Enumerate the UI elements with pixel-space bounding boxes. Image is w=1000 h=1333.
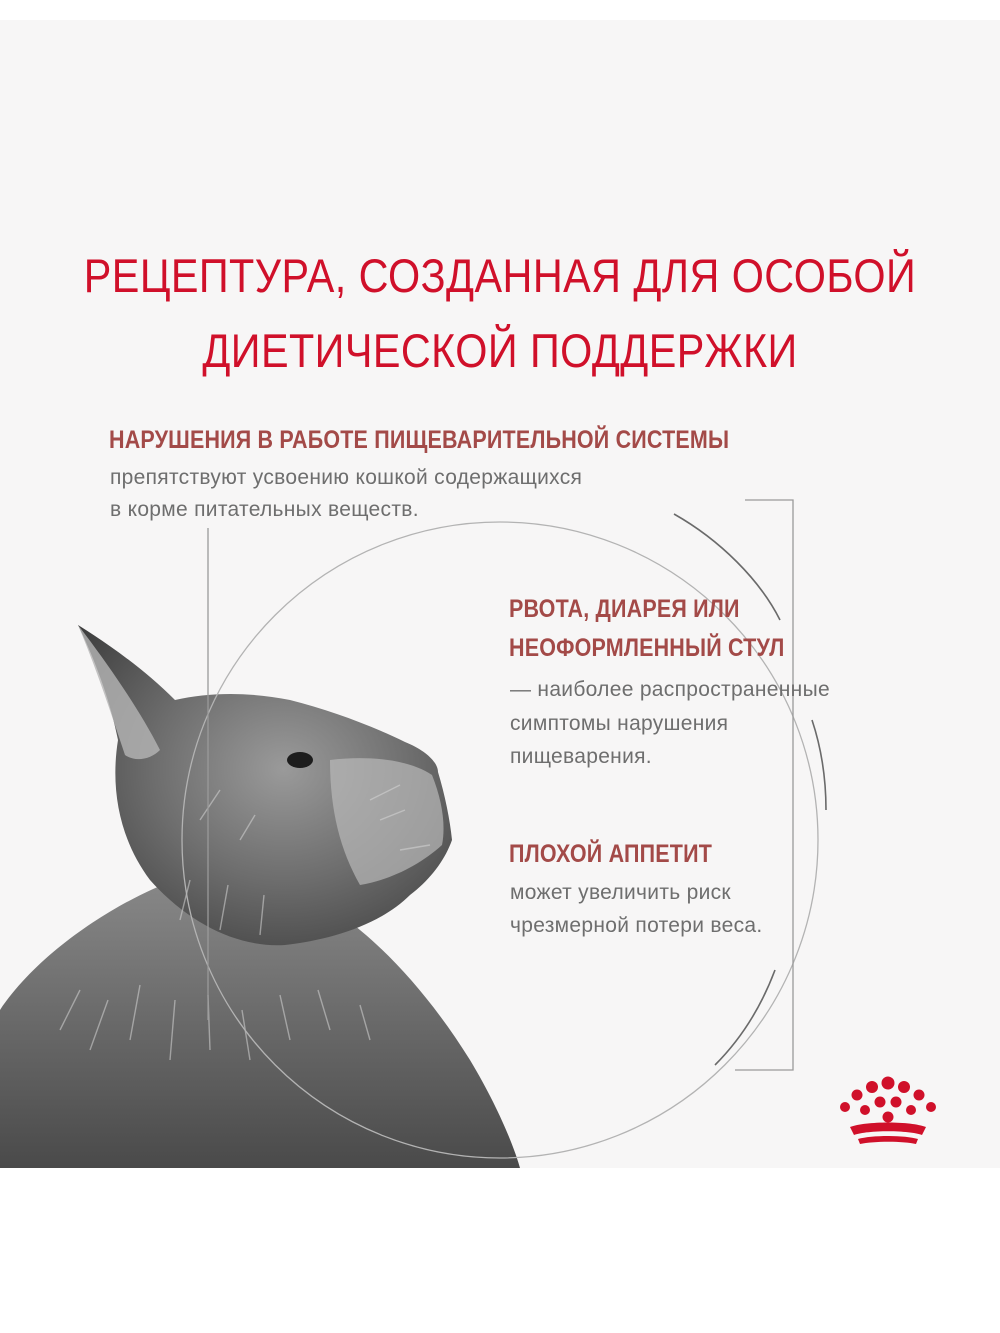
section-3-line-1: может увеличить риск: [510, 881, 731, 904]
section-2-line-3: пищеварения.: [510, 745, 652, 768]
headline-line-1: РЕЦЕПТУРА, СОЗДАННАЯ ДЛЯ ОСОБОЙ: [83, 249, 917, 302]
section-2-title-line-2: НЕОФОРМЛЕННЫЙ СТУЛ: [509, 634, 785, 662]
section-2-line-1: — наиболее распространенные: [510, 678, 830, 701]
section-1-title: НАРУШЕНИЯ В РАБОТЕ ПИЩЕВАРИТЕЛЬНОЙ СИСТЕМЫ: [109, 426, 730, 454]
section-3-title: ПЛОХОЙ АППЕТИТ: [509, 840, 713, 868]
section-3-line-2: чрезмерной потери веса.: [510, 914, 763, 937]
decorative-layer: [0, 20, 1000, 1168]
cat-photo: [0, 625, 520, 1168]
section-2-line-2: симптомы нарушения: [510, 712, 729, 735]
content-panel: [0, 20, 1000, 1168]
section-1-line-2: в корме питательных веществ.: [110, 498, 419, 521]
headline-line-2: ДИЕТИЧЕСКОЙ ПОДДЕРЖКИ: [202, 324, 798, 377]
section-1-line-1: препятствуют усвоению кошкой содержащихся: [110, 466, 583, 489]
section-2-title-line-1: РВОТА, ДИАРЕЯ ИЛИ: [509, 595, 740, 623]
royal-canin-crown-logo: [836, 1075, 940, 1155]
